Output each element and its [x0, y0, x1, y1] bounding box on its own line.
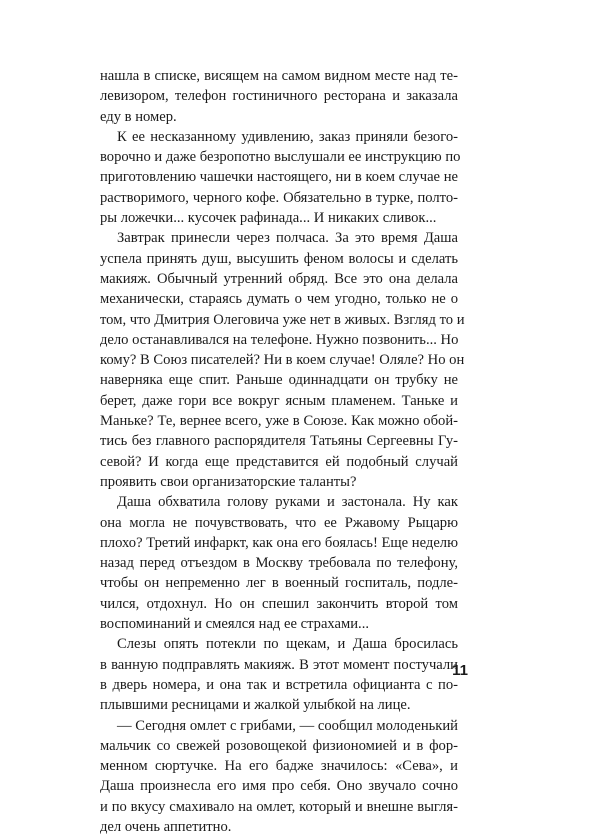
text-line: севой? И когда еще представится ей подобный случай	[100, 452, 458, 472]
paragraph	[100, 634, 458, 715]
text-line: Даша обхватила голову руками и застонала. Ну как	[100, 492, 458, 512]
text-line: успела принять душ, высушить феном волосы и сделать	[100, 249, 458, 269]
text-line: тись без главного распорядителя Татьяны Сергеевны Гу-	[100, 431, 458, 451]
text-line: назад перед отъездом в Москву требовала по телефону,	[100, 553, 458, 573]
text-line: дел очень аппетитно.	[100, 817, 458, 837]
text-line: еду в номер.	[100, 107, 458, 127]
text-line: Слезы опять потекли по щекам, и Даша бросилась	[100, 634, 458, 654]
text-line: берет, даже гори все вокруг ясным пламенем. Таньке и	[100, 391, 458, 411]
paragraph	[100, 716, 458, 837]
text-line: чился, отдохнул. Но он спешил закончить второй том	[100, 594, 458, 614]
body-text	[100, 66, 458, 837]
text-line: она могла не почувствовать, что ее Ржавому Рыцарю	[100, 513, 458, 533]
text-line: ворочно и даже безропотно выслушали ее инструкцию по	[100, 147, 458, 167]
text-line: левизором, телефон гостиничного ресторана и заказала	[100, 86, 458, 106]
text-line: К ее несказанному удивлению, заказ приняли безого-	[100, 127, 458, 147]
paragraph	[100, 228, 458, 492]
text-line: в дверь номера, и она так и встретила официанта с по-	[100, 675, 458, 695]
text-line: воспоминаний и смеялся над ее страхами...	[100, 614, 458, 634]
text-line: мальчик со свежей розовощекой физиономией и в фор-	[100, 736, 458, 756]
paragraph	[100, 492, 458, 634]
text-line: кому? В Союз писателей? Ни в коем случае! Оляле? Но он	[100, 350, 458, 370]
text-line: плохо? Третий инфаркт, как она его боялась! Еще неделю	[100, 533, 458, 553]
text-line: дело останавливался на телефоне. Нужно позвонить... Но	[100, 330, 458, 350]
text-line: Даша произнесла его имя про себя. Оно звучало сочно	[100, 776, 458, 796]
text-line: наверняка еще спит. Раньше одиннадцати он трубку не	[100, 370, 458, 390]
text-line: Завтрак принесли через полчаса. За это время Даша	[100, 228, 458, 248]
paragraph	[100, 127, 458, 228]
text-line: Маньке? Те, вернее всего, уже в Союзе. Как можно обой-	[100, 411, 458, 431]
text-line: нашла в списке, висящем на самом видном месте над те-	[100, 66, 458, 86]
text-line: проявить свои организаторские таланты?	[100, 472, 458, 492]
text-line: механически, стараясь думать о чем угодно, только не о	[100, 289, 458, 309]
text-line: плывшими ресницами и жалкой улыбкой на лице.	[100, 695, 458, 715]
text-line: чтобы он непременно лег в военный госпиталь, подле-	[100, 573, 458, 593]
page-number: 11	[428, 662, 468, 679]
text-line: том, что Дмитрия Олеговича уже нет в живых. Взгляд то и	[100, 310, 458, 330]
text-line: — Сегодня омлет с грибами, — сообщил молоденький	[100, 716, 458, 736]
text-line: макияж. Обычный утренний обряд. Все это она делала	[100, 269, 458, 289]
text-line: и по вкусу смахивало на омлет, который и внешне выгля-	[100, 797, 458, 817]
text-line: менном сюртучке. На его бадже значилось: «Сева», и	[100, 756, 458, 776]
text-line: ры ложечки... кусочек рафинада... И никаких сливок...	[100, 208, 458, 228]
text-line: приготовлению чашечки настоящего, ни в коем случае не	[100, 167, 458, 187]
text-line: растворимого, черного кофе. Обязательно в турке, полто-	[100, 188, 458, 208]
text-line: в ванную подправлять макияж. В этот момент постучали	[100, 655, 458, 675]
paragraph	[100, 66, 458, 127]
